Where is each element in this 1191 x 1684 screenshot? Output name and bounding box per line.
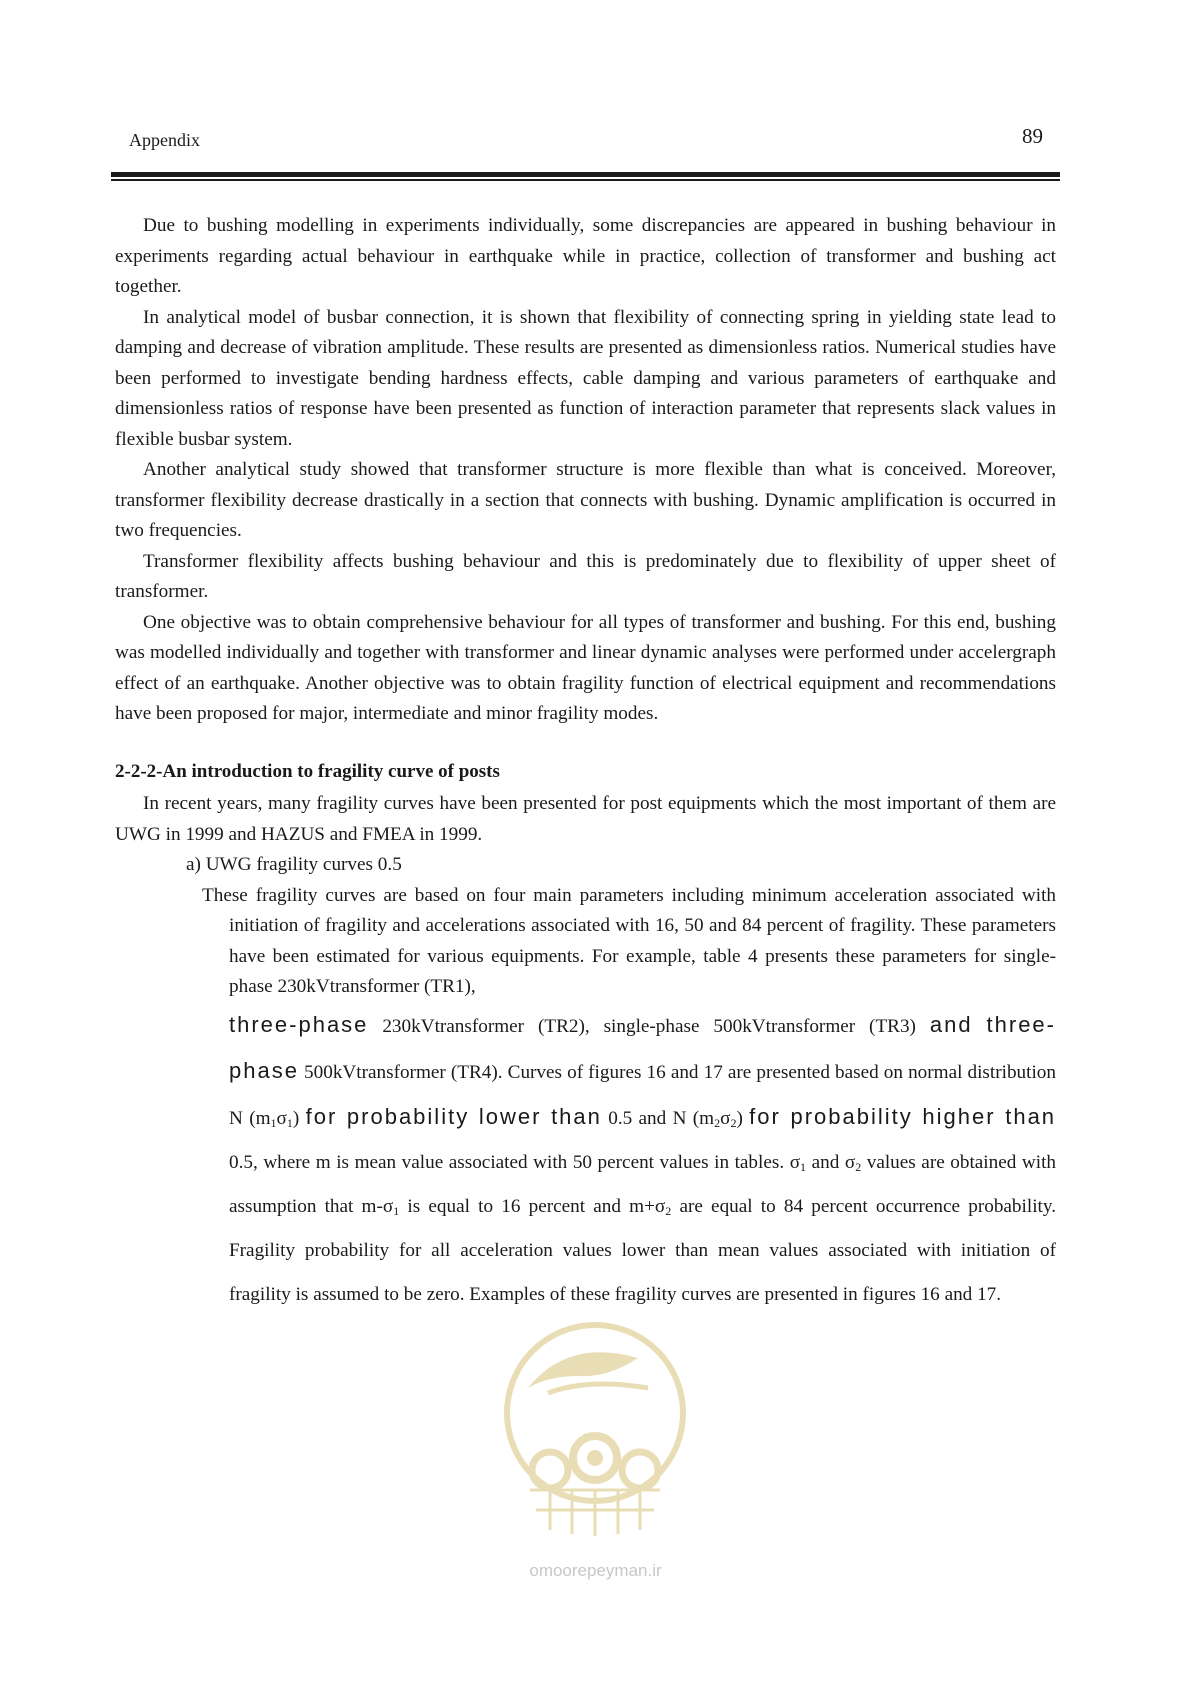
subscript-2b: 2: [730, 1115, 737, 1130]
section-heading: 2-2-2-An introduction to fragility curve of posts: [115, 760, 500, 782]
subscript-2: 2: [714, 1115, 721, 1130]
paragraph-3: Another analytical study showed that transformer structure is more flexible than what is conceived. Moreover, transformer flexibility decrease drastically in a section that connects with bushing. Dynamic amplification is occurred in two frequencies.: [115, 459, 1056, 541]
body-text-7: 0.5, where m is mean value associated with 50 percent values in tables. σ: [229, 1151, 801, 1173]
subscript-5: 1: [393, 1203, 400, 1218]
subscript-3: 1: [800, 1159, 807, 1174]
three-phase-text-2: three-phase: [229, 1011, 1056, 1083]
sigma-2: σ: [720, 1107, 731, 1129]
body-text-3: 500kVtransformer (TR4). Curves of figures 16 and 17 are presented based on normal distribution N (m: [229, 1061, 1056, 1129]
subscript-6: 2: [665, 1203, 672, 1218]
list-item-body-part2: [229, 1003, 1056, 1317]
list-item-body-part1: These fragility curves are based on four main parameters including minimum acceleration associated with initiation of fragility and accelerations associated with 16, 50 and 84 percent of fragility. These parameters have been estimated for various equipments. For example, table 4 presents these parameters for single-phase 230kVtransformer (TR1),: [202, 884, 1056, 997]
body-text-5: 0.5 and N (m: [601, 1107, 715, 1129]
subscript-1b: 1: [286, 1115, 293, 1130]
paragraph-1: Due to bushing modelling in experiments individually, some discrepancies are appeared in bushing behaviour in experiments regarding actual behaviour in earthquake while in practice, collection of transformer and bushing act together.: [115, 215, 1056, 297]
for-probability-lower-text: for probability lower than: [305, 1103, 602, 1129]
watermark-logo: [488, 1318, 703, 1588]
watermark-text: omoorepeyman.ir: [529, 1561, 662, 1580]
body-text-2: 230kVtransformer (TR2), single-phase 500kVtransformer (TR3): [368, 1015, 930, 1037]
body-text-9: values are obtained with assumption that m-σ: [229, 1151, 1056, 1217]
paragraph-4: Transformer flexibility affects bushing behaviour and this is predominately due to flexibility of upper sheet of transformer.: [115, 550, 1056, 602]
header-rule-thick: [111, 172, 1060, 177]
and-text: and: [929, 1011, 973, 1037]
subscript-4: 2: [855, 1159, 862, 1174]
for-probability-higher-text: for probability higher than: [749, 1103, 1057, 1129]
body-text-4: ): [292, 1107, 306, 1129]
body-text-8: and σ: [806, 1151, 856, 1173]
subscript-1: 1: [270, 1115, 277, 1130]
body-text-6: ): [736, 1107, 750, 1129]
body-text-11: are equal to 84 percent occurrence probability. Fragility probability for all acceleration values lower than mean values associated with initiation of fragility is assumed to be zero. Examples of these fragility curves are presented in figures 16 and 17.: [229, 1195, 1056, 1305]
list-item-body: [202, 881, 1057, 1317]
body-text-10: is equal to 16 percent and m+σ: [399, 1195, 666, 1217]
paragraph-2: In analytical model of busbar connection, it is shown that flexibility of connecting spring in yielding state lead to damping and decrease of vibration amplitude. These results are presented as dimensionless ratios. Numerical studies have been performed to investigate bending hardness effects, cable damping and various parameters of earthquake and dimensionless ratios of response have been presented as function of interaction parameter that represents slack values in flexible busbar system.: [115, 306, 1056, 450]
sigma-1: σ: [276, 1107, 287, 1129]
header-rule-thin: [111, 179, 1060, 181]
watermark-seal-icon: [488, 1318, 703, 1553]
paragraph-5: One objective was to obtain comprehensive behaviour for all types of transformer and bushing. For this end, bushing was modelled individually and together with transformer and linear dynamic analyses were performed under accelergraph effect of an earthquake. Another objective was to obtain fragility function of electrical equipment and recommendations have been proposed for major, intermediate and minor fragility modes.: [115, 611, 1056, 724]
page-number: 89: [1022, 124, 1043, 148]
running-header: Appendix: [129, 130, 200, 150]
section-paragraph: In recent years, many fragility curves have been presented for post equipments which the most important of them are UWG in 1999 and HAZUS and FMEA in 1999.: [115, 793, 1056, 845]
three-phase-text-1: three-phase: [229, 1011, 369, 1037]
page-body: [115, 211, 1056, 1317]
list-item-a: a) UWG fragility curves 0.5: [186, 854, 402, 875]
